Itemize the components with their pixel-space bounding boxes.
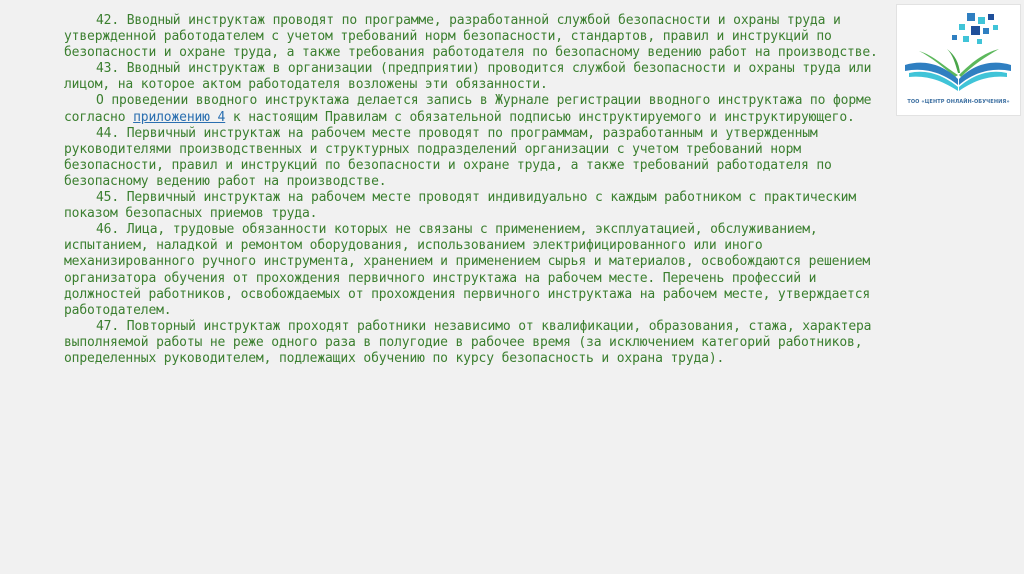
document-text xyxy=(64,13,879,367)
paragraph-43-journal-end: к настоящим Правилам с обязательной подписью инструктируемого и инструктирующего. xyxy=(225,109,855,125)
paragraph-43: 43. Вводный инструктаж в организации (предприятии) проводится службой безопасности и охраны труда или лицом, на которое актом работодателя возложены эти обязанности. xyxy=(64,61,872,93)
company-logo xyxy=(896,4,1021,116)
paragraph-43-journal-start: О проведении вводного инструктажа делается запись в Журнале регистрации вводного инструктажа по форме согласно xyxy=(64,93,872,125)
paragraph-43-journal xyxy=(64,93,879,125)
logo-caption: ТОО «ЦЕНТР ОНЛАЙН-ОБУЧЕНИЯ» xyxy=(907,99,1010,105)
appendix-4-link[interactable]: приложению 4 xyxy=(133,109,226,125)
paragraph-42: 42. Вводный инструктаж проводят по программе, разработанной службой безопасности и охраны труда и утвержденной работодателем с учетом требований норм безопасности, стандартов, правил и инструкций по безопасности и охране труда, а также требования работодателя по безопасному ведению работ на производстве. xyxy=(64,13,878,61)
paragraph-47: 47. Повторный инструктаж проходят работники независимо от квалификации, образования, стажа, характера выполняемой работы не реже одного раза в полугодие в рабочее время (за исключением категорий работников, определенных руководителем, подлежащих обучению по курсу безопасность и охрана труда). xyxy=(64,318,872,366)
paragraph-45: 45. Первичный инструктаж на рабочем месте проводят индивидуально с каждым работником с практическим показом безопасных приемов труда. xyxy=(64,190,856,222)
open-book-logo-icon xyxy=(897,5,1020,97)
paragraph-44: 44. Первичный инструктаж на рабочем месте проводят по программам, разработанным и утвержденным руководителями производственных и структурных подразделений организации с учетом требований норм безопасности, правил и инструкций по безопасности и охране труда, а также требований работодателя по безопасному ведению работ на производстве. xyxy=(64,125,832,189)
paragraph-46: 46. Лица, трудовые обязанности которых не связаны с применением, эксплуатацией, обслуживанием, испытанием, наладкой и ремонтом оборудования, использованием электрифицированного или иного механизированного ручного инструмента, хранением и применением сырья и материалов, освобождаются решением организатора обучения от прохождения первичного инструктажа на рабочем месте. Перечень профессий и должностей работников, освобождаемых от прохождения первичного инструктажа на рабочем месте, утверждается работодателем. xyxy=(64,222,871,318)
